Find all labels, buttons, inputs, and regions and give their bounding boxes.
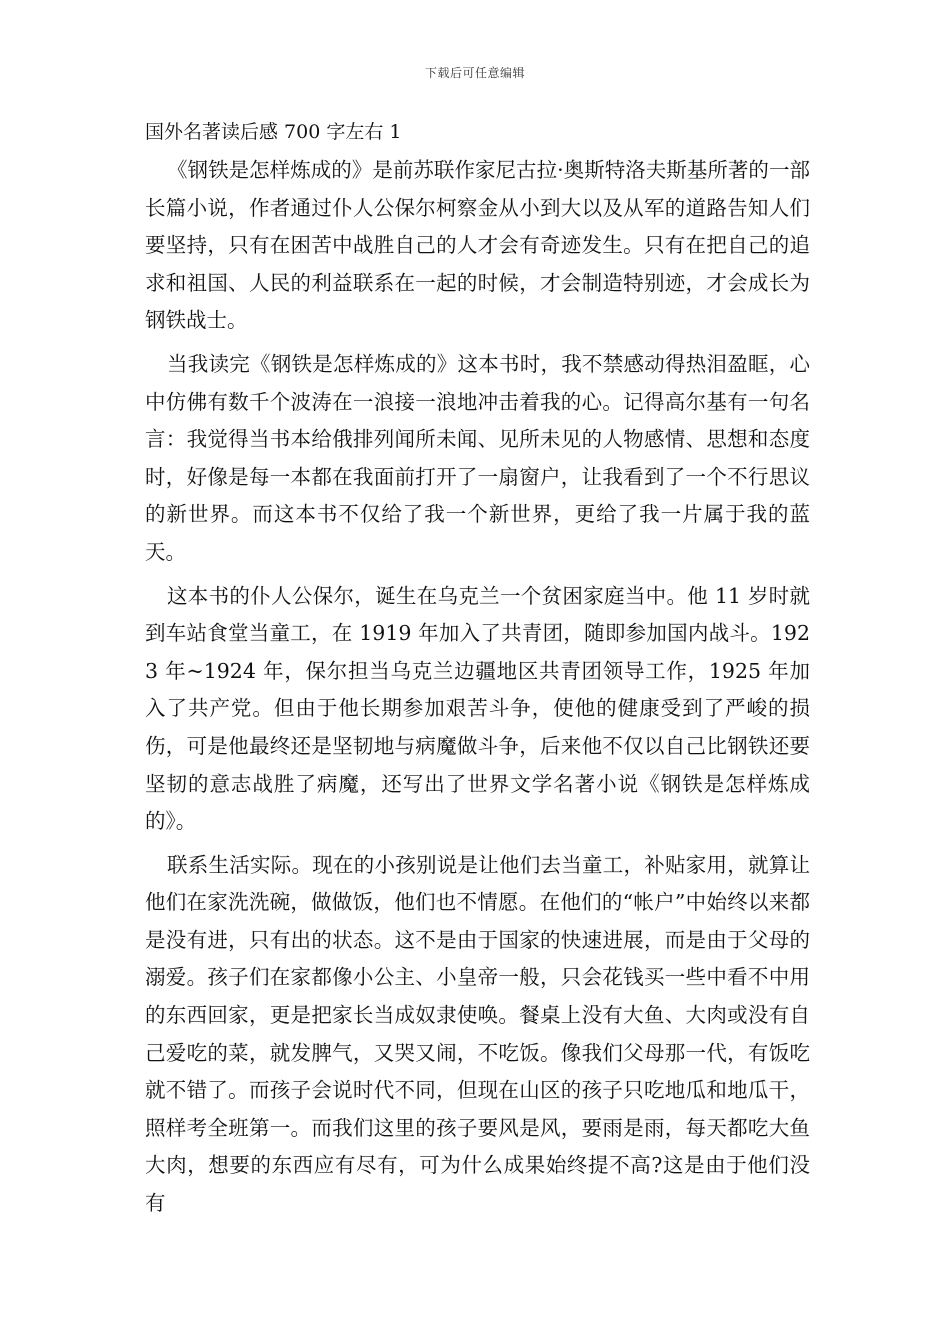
paragraph-2: 当我读完《钢铁是怎样炼成的》这本书时，我不禁感动得热泪盈眶，心中仿佛有数千个波涛在一浪接一浪地冲击着我的心。记得高尔基有一句名言：我觉得当书本给俄排列闻所未闻、见所未见的人物感情、思想和态度时，好像是每一本都在我面前打开了一扇窗户，让我看到了一个不行思议的新世界。而这本书不仅给了我一个新世界，更给了我一片属于我的蓝天。: [145, 351, 810, 564]
document-title: 国外名著读后感 700 字左右 1: [145, 121, 402, 143]
header-note: 下载后可任意编辑: [424, 66, 525, 80]
paragraph-1: 《钢铁是怎样炼成的》是前苏联作家尼古拉·奥斯特洛夫斯基所著的一部长篇小说，作者通过仆人公保尔柯察金从小到大以及从军的道路告知人们要坚持，只有在困苦中战胜自己的人才会有奇迹发生。只有在把自己的追求和祖国、人民的利益联系在一起的时候，才会制造特别迹，才会成长为钢铁战士。: [145, 158, 810, 333]
document-body: [145, 118, 810, 1229]
paragraph-4: 联系生活实际。现在的小孩别说是让他们去当童工，补贴家用，就算让他们在家洗洗碗，做做饭，他们也不情愿。在他们的“帐户”中始终以来都是没有进，只有出的状态。这不是由于国家的快速进展，而是由于父母的溺爱。孩子们在家都像小公主、小皇帝一般，只会花钱买一些中看不中用的东西回家，更是把家长当成奴隶使唤。餐桌上没有大鱼、大肉或没有自己爱吃的菜，就发脾气，又哭又闹，不吃饭。像我们父母那一代，有饭吃就不错了。而孩子会说时代不同，但现在山区的孩子只吃地瓜和地瓜干，照样考全班第一。而我们这里的孩子要风是风，要雨是雨，每天都吃大鱼大肉，想要的东西应有尽有，可为什么成果始终提不高?这是由于他们没有: [145, 852, 810, 1216]
paragraph-3: 这本书的仆人公保尔，诞生在乌克兰一个贫困家庭当中。他 11 岁时就到车站食堂当童工，在 1919 年加入了共青团，随即参加国内战斗。1923 年~1924 年，保尔担当乌克兰边疆地区共青团领导工作，1925 年加入了共产党。但由于他长期参加艰苦斗争，使他的健康受到了严峻的损伤，可是他最终还是坚韧地与病魔做斗争，后来他不仅以自己比钢铁还要坚韧的意志战胜了病魔，还写出了世界文学名著小说《钢铁是怎样炼成的》。: [145, 583, 810, 834]
